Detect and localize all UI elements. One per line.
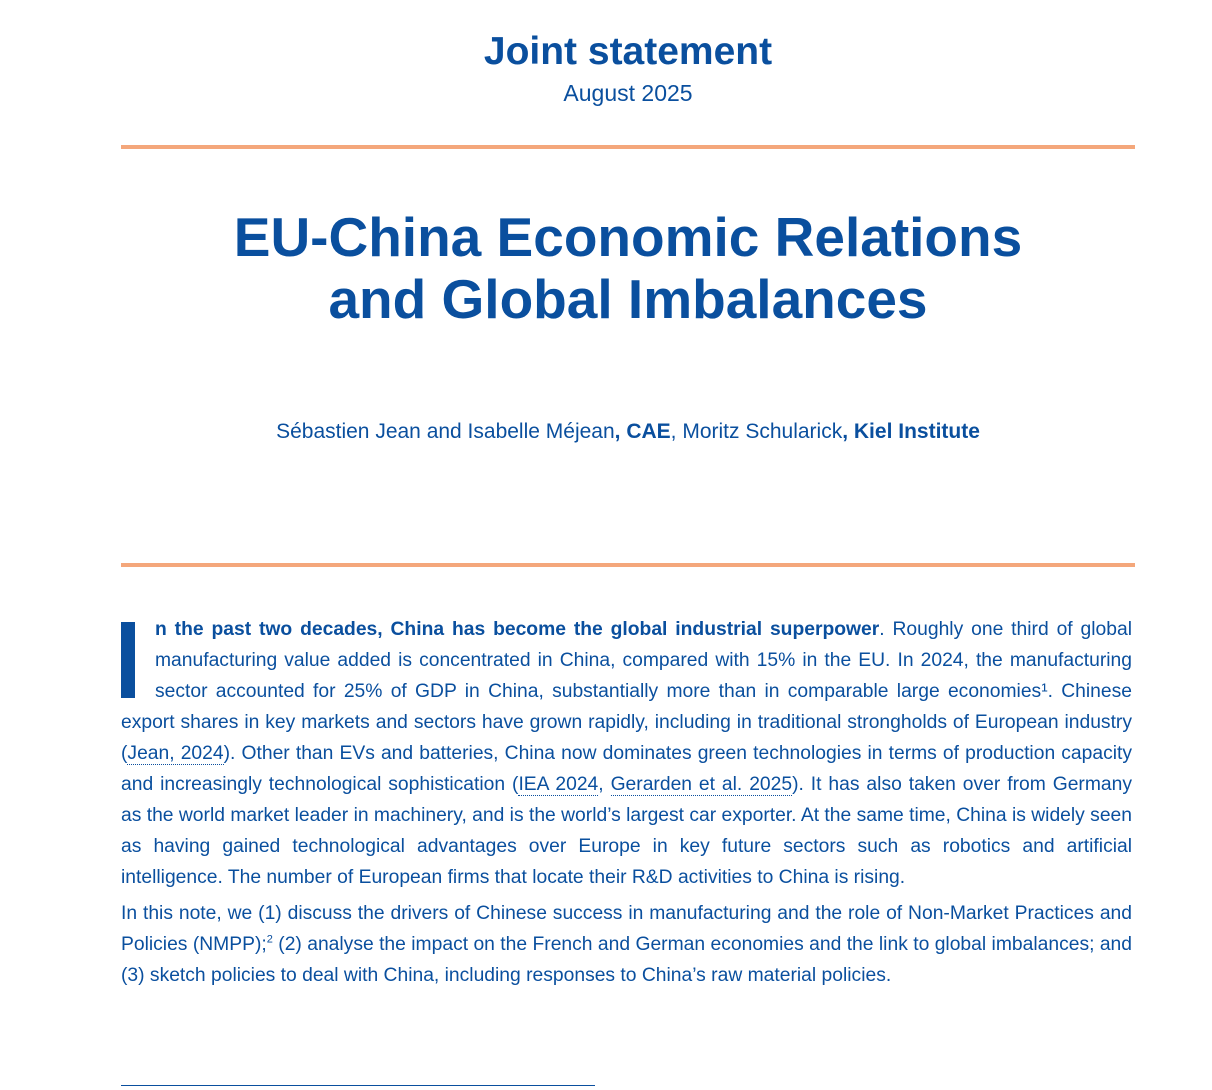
document-date: August 2025	[563, 80, 693, 106]
top-divider	[121, 145, 1135, 149]
footnote-marker-2[interactable]: 2	[266, 933, 273, 946]
paragraph-1-text-d: ). It has also taken over from Germany as the world market leader in machinery, and is the world’s largest car exporter. At the same time, China is widely seen as having gained technological advantages over Europe in key future sectors such as robotics and artificial intelligence. The number of European firms that locate their R&D activities to China is rising.	[121, 774, 1132, 888]
footnote-divider	[121, 1085, 595, 1086]
paragraph-1	[121, 614, 1132, 893]
drop-cap-bar	[121, 622, 135, 698]
body-text	[121, 614, 1132, 991]
citation-link-iea-2024[interactable]: IEA 2024	[518, 774, 599, 795]
author-institution-2: Kiel Institute	[853, 420, 980, 443]
paragraph-1-text-c: ,	[598, 774, 611, 795]
citation-link-gerarden-2025[interactable]: Gerarden et al. 2025	[610, 774, 793, 795]
author-line	[0, 420, 1212, 444]
citation-link-jean-2024[interactable]: Jean, 2024	[127, 743, 224, 764]
author-separator-3: ,	[842, 420, 854, 443]
author-names-2: Moritz Schularick	[682, 420, 843, 443]
title-line-2: and Global Imbalances	[328, 268, 928, 330]
author-names-1: Sébastien Jean and Isabelle Méjean	[276, 420, 615, 443]
paragraph-1-text-a: . Roughly one third of global manufacturing value added is concentrated in China, compared with 15% in the EU. In 2024, the manufacturing sector accounted for 25% of GDP in China, substantially more than in comparable large economies¹. Chinese export shares in key markets and sectors have grown rapidly, including in traditional strongholds of European industry (	[121, 619, 1133, 764]
lead-sentence: n the past two decades, China has become the global industrial superpower	[155, 619, 880, 640]
author-institution-1: CAE	[626, 420, 671, 443]
paragraph-2-text-a: In this note, we (1) discuss the drivers of Chinese success in manufacturing and the role of Non-Market Practices and Policies (NMPP);	[121, 903, 1132, 955]
paragraph-2-text-b: (2) analyse the impact on the French and German economies and the link to global imbalances; and (3) sketch policies to deal with China, including responses to China’s raw material policies.	[121, 934, 1132, 986]
title-line-1: EU-China Economic Relations	[233, 206, 1023, 268]
author-separator-2: ,	[670, 420, 683, 443]
author-separator-1: ,	[614, 420, 627, 443]
document-title	[0, 206, 1212, 330]
paragraph-1-text-b: ). Other than EVs and batteries, China now dominates green technologies in terms of production capacity and increasingly technological sophistication (	[121, 743, 1133, 795]
section-divider	[121, 563, 1135, 567]
document-type-label: Joint statement	[483, 30, 773, 73]
paragraph-2	[121, 898, 1132, 991]
